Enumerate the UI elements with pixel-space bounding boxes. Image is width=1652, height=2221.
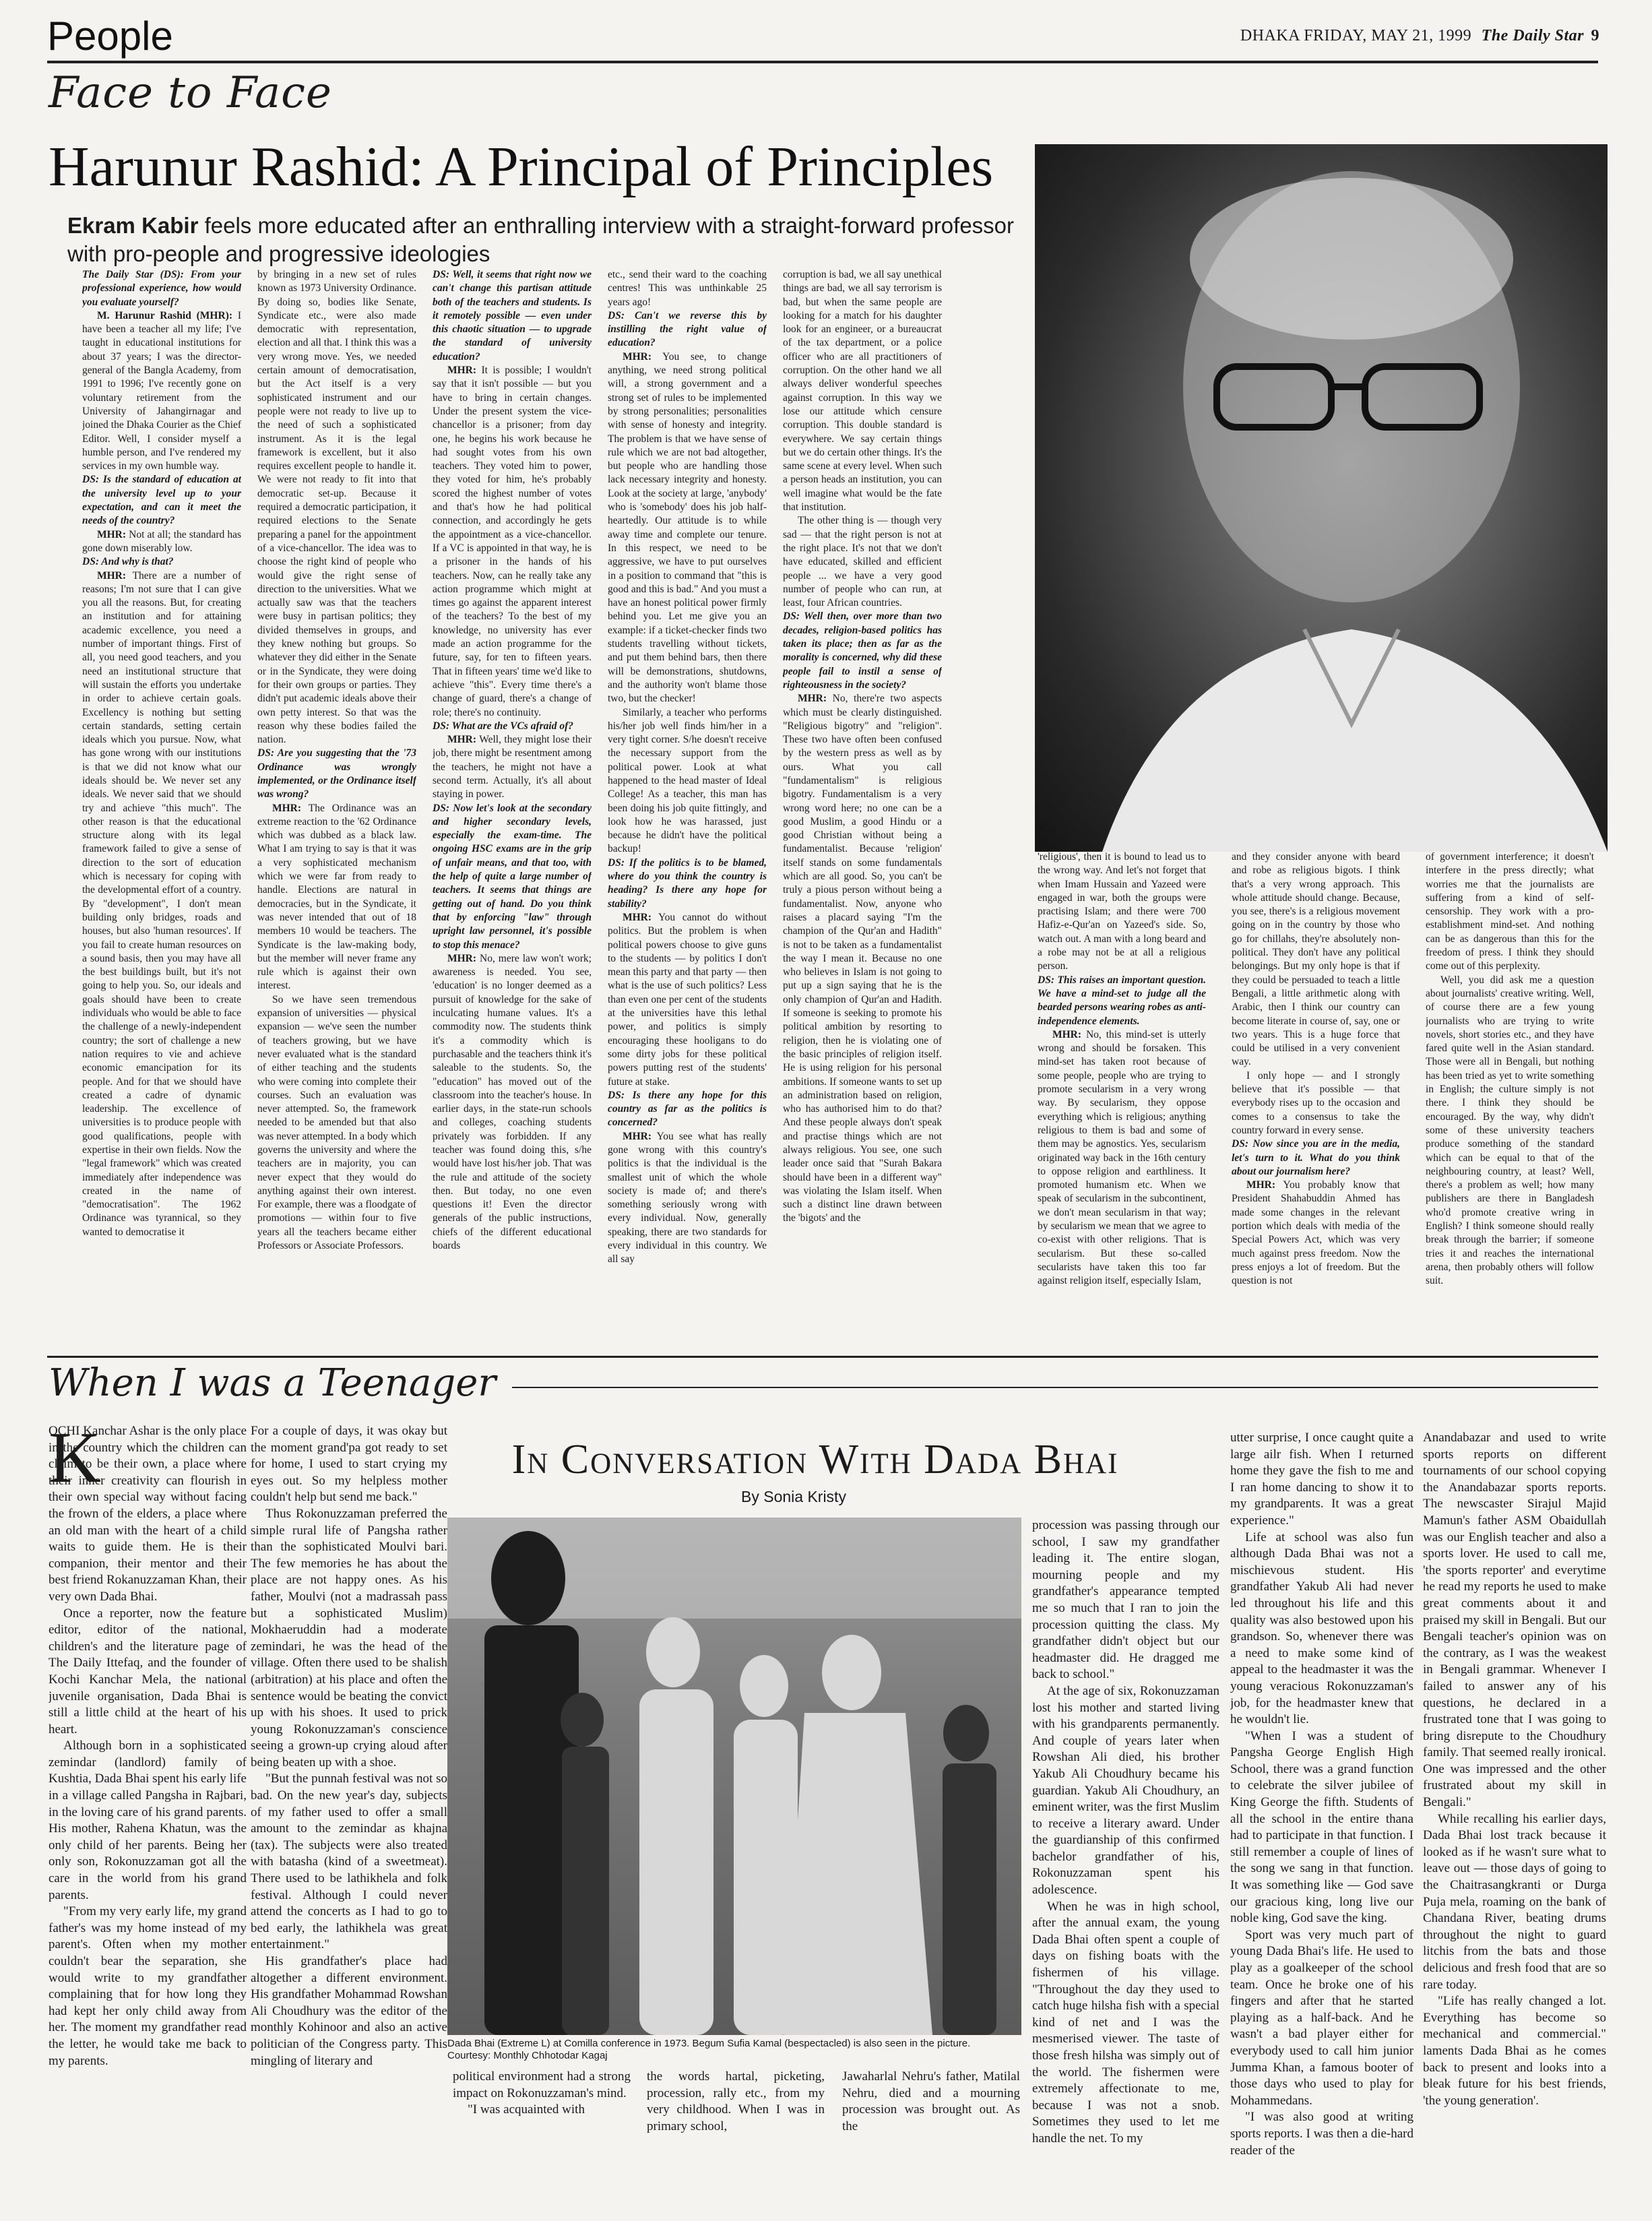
- interview-question: DS: Well then, over more than two decades, religion-based politics has taken its place; then as far as the morality is concerned, why did these people fail to instil a sense of righteousness in the society?: [783, 611, 942, 691]
- interview-column-5: [783, 268, 942, 1336]
- story-paragraph: Although born in a sophisticated zemindar (landlord) family of Kushtia, Dada Bhai spent his early life in a village called Pangsha in Rajbari, in the loving care of his grand parents. His mother, Rahena Khatun, was the only child of her parents. Being her only son, Rokonuzzaman got all the care in the world from his grand parents.: [49, 1739, 247, 1902]
- section-title: People: [47, 13, 173, 59]
- story-column-6: [1032, 1518, 1219, 2208]
- story-column-7: [1230, 1430, 1413, 2208]
- interview-question: DS: Is the standard of education at the university level up to your expectation, and can it meet the needs of the country?: [82, 474, 241, 527]
- interview-answer: etc., send their ward to the coaching centres! This was unthinkable 25 years ago!: [608, 269, 767, 308]
- story-paragraph: "I was also good at writing sports reports. I was then a die-hard reader of the: [1230, 2110, 1413, 2158]
- speaker-label: MHR:: [447, 952, 477, 964]
- speaker-label: MHR:: [623, 1130, 652, 1142]
- speaker-label: MHR:: [1052, 1028, 1082, 1040]
- interview-answer: The other thing is — though very sad — that the right person is not at the right place. It's not that we don't have educated, skilled and efficient people ... we have a very good number of people who can run, at least, four African countries.: [783, 515, 942, 609]
- interview-answer: MHR: You see, to change anything, we need strong political will, a strong government and a strong set of rules to be implemented by strong personalities; personalities with sense of honesty and integrity. The problem is that we have sense of rule which we are not bad altogether, but people who are handling those lack necessary integrity and honesty. Look at the society at large, 'anybody' who is 'somebody' does his job half-heartedly. Our attitude is to while away time and complete our tenure. In this respect, we need to be aggressive, we have to put ourselves in a position to command that "this is good and this is bad." And you must a have an honest political power firmly behind you. Let me give you an example: if a ticket-checker finds two students travelling without tickets, and put them behind bars, then there will be demonstrations, shutdowns, and the authority won't blame those two, but the checker!: [608, 350, 767, 705]
- group-photo: [447, 1518, 1021, 2035]
- speaker-label: MHR:: [272, 802, 302, 814]
- headline: Harunur Rashid: A Principal of Principles: [49, 135, 994, 198]
- story-column-3: [453, 2069, 631, 2208]
- story-paragraph: For a couple of days, it was okay but the moment grand'pa got ready to set for home, I used to start crying my eyes out. So my helpless mother couldn't help but send me back.": [251, 1424, 447, 1505]
- interview-question: DS: Now let's look at the secondary and higher secondary levels, especially the exam-time. The ongoing HSC exams are in the grip of unfair means, and that too, with the help of quite a large number of teachers. It seems that things are getting out of hand. Do you think that by enforcing "law" through upright law personnel, it's possible to stop this menace?: [433, 802, 592, 951]
- story-paragraph: Sport was very much part of young Dada Bhai's life. He used to play as a goalkeeper of the school team. Once he broke one of his fingers and after that he started playing as a half-back. And he wasn't a bad player either for everybody used to call him junior Jumma Khan, a famous booter of those days who used to play for Mohammedans.: [1230, 1927, 1413, 2108]
- interview-answer: MHR: You cannot do without politics. But the problem is when political powers choose to give guns to the students — by politics I don't mean this party and that party — then what is the use of such politics? Less than even one per cent of the students at the universities have this lethal power, and politics is simply encouraging these hooligans to do some dirty jobs for these political powers putting rest of the students' future at stake.: [608, 911, 767, 1088]
- deck-author: Ekram Kabir: [67, 213, 199, 238]
- interview-answer: Well, you did ask me a question about journalists' creative writing. Well, of course there are a few young journalists who are trying to write novels, short stories etc., and they have fared quite well in the Asian standard. Those were all in Bengali, but nothing has been tried as yet to write something in English; the culture simply is not there. I think they should be encouraged. By the way, why didn't some of these university teachers produce something of the standard which can be equal to that of the neighbouring country, at least? Well, there's a problem as well; how many publishers are there in Bangladesh who'd promote creative wring in English? I think someone should really break through the barrier; if someone tries it and reaches the international arena, then probably others will follow suit.: [1426, 974, 1594, 1287]
- group-figures-icon: [447, 1518, 1021, 2035]
- speaker-label: MHR:: [623, 350, 652, 363]
- speaker-label: MHR:: [623, 911, 652, 923]
- story-paragraph: Anandabazar and used to write sports reports on different tournaments of our school copying the Anandabazar sports reports. The newscaster Sirajul Majid Mamun's father ASM Obaidullah was our English teacher and also a sports lover. He used to call me, 'the sports reporter' and everytime he read my reports he used to make great comments about it and praised my skill in Bengali. But our Bengali teacher's opinion was on the contrary, as I was the weakest in Bengali grammar. Whenever I failed to answer any of his questions, he declared in a frustrated tone that I was going to bring disrepute to the Choudhury family. That seemed really ironical. One was impressed and the other frustrated about my skill in Bengali.": [1423, 1431, 1606, 1810]
- story-column-1: [49, 1418, 247, 2205]
- caption-text: Dada Bhai (Extreme L) at Comilla conference in 1973. Begum Sufia Kamal (bespectacled) is also seen in the picture.: [447, 2038, 971, 2049]
- rubric-teenager: When I was a Teenager: [49, 1361, 497, 1405]
- interview-question: DS: And why is that?: [82, 556, 174, 568]
- story-paragraph: Life at school was also fun although Dada Bhai was not a mischievous student. His grandfather Yakub Ali had never led throughout his life and this quality was also bestowed upon his grandson. So, whenever there was a need to make some kind of appeal to the headmaster it was the young veracious Rokonuzzaman's job, for the headmaster knew that he wouldn't lie.: [1230, 1530, 1413, 1727]
- interview-answer: MHR: It is possible; I wouldn't say that it isn't possible — but you have to bring in certain changes. Under the present system the vice-chancellor is a prisoner; from day one, he begins his work because he had sought votes from his own teachers. They voted him to power, they voted for him, he's probably scored the highest number of votes and that's how he had political connection, and accordingly he gets the appointment as a vice-chancellor. If a VC is appointed in that way, he is a prisoner in the hands of his teachers. Now, can he really take any action programme which might at times go against the apparent interest of the teachers? To the best of my knowledge, no university has ever made an action programme for the future, say, for ten to fifteen years. That in fifteen years' time we'd like to achieve "this". Every time there's a change of guard, there's a change of role; there's no continuity.: [433, 365, 592, 718]
- story-column-2: [251, 1423, 447, 2205]
- interview-question: The Daily Star (DS): From your professional experience, how would you evaluate yourself?: [82, 269, 241, 308]
- interview-answer: MHR: No, mere law won't work; awareness is needed. You see, 'education' is no longer deemed as a pursuit of knowledge for the sake of inculcating humane values. It's a commodity now. The students think it's a commodity which is purchasable and the teachers think it's saleable to the students. So, the "education" has moved out of the classroom into the teacher's house. In earlier days, in the state-run schools and colleges, coaching students privately was forbidden. If any teacher was found doing this, s/he would have lost his/her job. That was the rule and attitude of the society then. But today, no one even questions it! Even the director generals of the public instructions, chiefs of the different educational boards: [433, 952, 592, 1252]
- interview-column-7: [1232, 850, 1400, 1336]
- section-divider: [47, 1356, 1598, 1358]
- story-headline: In Conversation With Dada Bhai: [511, 1437, 1119, 1482]
- story-paragraph: Once a reporter, now the feature editor, editor of the national, children's and the literature page of The Daily Ittefaq, and the founder of Kochi Kanchar Mela, the national juvenile organisation, Dada Bhai is still a little child at the heart of his heart.: [49, 1606, 247, 1737]
- interview-answer: MHR: There are a number of reasons; I'm not sure that I can give you all the reasons. But, for creating an institution and for attaining academic excellence, you need a number of important things. First of all, you need good teachers, and you need an institutional structure that will sustain the efforts you undertake in order to achieve certain goals. Excellency is nothing but setting certain standards, setting certain ideals which you pursue. Now, what has gone wrong with our institutions is that we did not know what our ideals should be. We never set any ideals. We never said that we should try and achieve "this much". The other reason is that the educational structure along with its legal framework failed to give a sense of direction to the sort of education which is necessary for coping with the developmental effort of a country. By "development", I don't mean building only bridges, roads and houses, but also 'human resources'. If you fail to create human resources on a sound basis, then you may have all the best buildings built, but it's not going to help you. So, our ideals and goals should have been to create individuals who would be able to face the challenge of a newly-independent country; the sort of challenge a new nation requires to vie and achieve economic emancipation for its people. And for that we should have created a cadre of dynamic leadership. The excellence of universities is to produce people with good qualifications, people with expertise in their own fields. Now the "legal framework" which was created immediately after independence was created in the name of "democratisation". The 1962 Ordinance was tyrannical, so they wanted to democratise it: [82, 569, 241, 1238]
- rubric-face-to-face: Face to Face: [49, 68, 332, 118]
- interview-answer: and they consider anyone with beard and robe as religious bigots. I think that's a very wrong approach. This whole attitude should change. Because, you see, there's is a religious movement going on in the country by those who go for chillahs, they're absolutely non-political. They don't have any political belongings. But my only hope is that if they could be persuaded to teach a little Bengali, a little arithmetic along with Arabic, then I think our country can become literate in course of, say, one or two years. This is a huge force that could be utilised in a very convenient way.: [1232, 851, 1400, 1068]
- story-paragraph: Jawaharlal Nehru's father, Matilal Nehru, died and a mourning procession was brought out. As the: [842, 2069, 1020, 2133]
- story-paragraph: utter surprise, I once caught quite a large ailr fish. When I returned home they gave the fish to me and I ran home dancing to show it to my grandparents. It was a great experience.": [1230, 1431, 1413, 1528]
- interview-column-3: [433, 268, 592, 1336]
- interview-answer: So we have seen tremendous expansion of universities — physical expansion — we've seen the number of teachers growing, but we have never evaluated what is the standard of either teaching and the students who were coming into complete their courses. Such an evaluation was never attempted. So, the framework needed to be amended but that also was never attempted. In a body which governs the university and where the teachers are in majority, you can never expect that they would do anything against their own interest. For example, there was a floodgate of promotions — within four to five years all the teachers became either Professors or Associate Professors.: [257, 993, 416, 1252]
- interview-answer: MHR: No, this mind-set is utterly wrong and should be forsaken. This mind-set has taken root because of some people, people who are trying to promote secularism in a very wrong way. By secularism, they oppose everything which is religious; anything religious to them is bad and some of them may be agnostics. Yes, secularism originated way back in the 16th century to oppose religion and earthliness. It promoted humanism etc. When we speak of secularism in the subcontinent, we don't mean secularism in that way; by secularism we mean that we agree to co-exist with other religions. That is secularism. But these so-called secularists have taken this too far against religion itself, especially Islam,: [1038, 1028, 1206, 1287]
- interview-answer: corruption is bad, we all say unethical things are bad, we all say terrorism is bad, but when the same people are looking for a match for his daughter look for an engineer, or a bureaucrat of the tax department, or a police officer who are all practitioners of corruption. On the other hand we all always deliver wonderful speeches against corruption. In this way we lose our attitude which censure corruption. This double standard is everywhere. We say certain things but we do certain other things. It's the same scene at every level. When such a person heads an institution, you can well imagine what would be the fate that institution.: [783, 269, 942, 513]
- interview-answer: MHR: Well, they might lose their job, there might be resentment among the teachers, he might not have a second term. Actually, it's all about staying in power.: [433, 734, 592, 801]
- story-paragraph: "Life has really changed a lot. Everything has become so mechanical and commercial." laments Dada Bhai as he comes back to present and looks into a bleak future for his best friends, 'the young generation'.: [1423, 1994, 1606, 2108]
- interview-answer: Similarly, a teacher who performs his/her job well finds him/her in a very tight corner. S/he doesn't receive the necessary support from the political power. Look at what happened to the head master of Ideal College! As a teacher, this man has been doing his job quite fittingly, and look how he was harassed, just because he didn't have the political backup!: [608, 706, 767, 855]
- interview-answer: by bringing in a new set of rules known as 1973 University Ordinance. By doing so, bodies like Senate, Syndicate etc., were also made democratic with representation, election and all that. I think this was a very wrong move. Yes, we needed certain amount of democratisation, but the Act itself is a very sophisticated instrument and our people were not ready to live up to the need of such a sophisticated instrument. As it is the legal framework is excellent, but it also requires excellent people to handle it. We were not ready to fit into that democratic set-up. Because it required a democratic participation, it required elections to the Senate preparing a panel for the appointment of a vice-chancellor. The idea was to choose the right kind of people who would give the right sense of direction to the universities. What we actually saw was that the teachers were busy in partisan politics; they divided themselves in groups, and they knew nothing but groups. So whatever they did either in the Senate or in the Syndicate, they were doing for their own groups or parties. They didn't put academic ideals above their own petty interest. So that was the reason why these bodies failed the nation.: [257, 269, 416, 746]
- story-paragraph: procession was passing through our school, I saw my grandfather leading it. The entire slogan, mourning people and my grandfather's appearance tempted me so much that I ran to join the procession quitting the class. My grandfather didn't object but our headmaster did. He dragged me back to school.": [1032, 1518, 1219, 1682]
- interview-column-4: [608, 268, 767, 1336]
- story-paragraph: political environment had a strong impact on Rokonuzzaman's mind.: [453, 2069, 631, 2100]
- interview-answer: I only hope — and I strongly believe that it's possible — that everybody rises up to the occasion and comes to a consensus to take the country forward in every sense.: [1232, 1069, 1400, 1136]
- page-number: 9: [1591, 27, 1599, 44]
- speaker-label: MHR:: [447, 365, 477, 377]
- story-byline: By Sonia Kristy: [741, 1488, 846, 1505]
- interview-answer: 'religious', then it is bound to lead us to the wrong way. And let's not forget that when Imam Hussain and Yazeed were engaged in war, both the groups were practising Islam; and there were 700 Hafiz-e-Qur'an on Yazeed's side. So, watch out. A man with a long beard and a robe may not be at all a religious person.: [1038, 851, 1206, 972]
- date-text: DHAKA FRIDAY, MAY 21, 1999: [1240, 27, 1472, 44]
- interview-column-6: [1038, 850, 1206, 1336]
- story-paragraph: While recalling his earlier days, Dada Bhai lost track because it looked as if he wasn't sure what to leave out — those days of going to the Chaitrasangkranti or Durga Puja mela, roaming on the bank of Chandana River, beating drums throughout the night to guard litchis from the bats and those delicious and fresh food that are so rare today.: [1423, 1811, 1606, 1992]
- speaker-label: MHR:: [1246, 1179, 1276, 1191]
- interview-question: DS: This raises an important question. We have a mind-set to judge all the bearded persons wearing robes as anti-independence elements.: [1038, 974, 1206, 1027]
- photo-caption: [447, 2038, 1021, 2062]
- story-paragraph: "But the punnah festival was not so bad. On the new year's day, subjects of my father used to offer a small amount to the zemindar as khajna (tax). The subjects were also treated with batasha (kind of a sweetmeat). There used to be lathikhela and folk festival. Although I could never attend the concerts as I had to go to bed early, the lathikhela was great entertainment.": [251, 1772, 447, 1952]
- speaker-label: MHR:: [447, 734, 477, 746]
- dateline: [1240, 27, 1599, 45]
- story-lead: OCHI Kanchar Ashar is the only place in the country which the children can claim to be their own, a place where their inner creativity can flourish in their own special way without facing the frown of the elders, a place where an old man with the heart of a child waits to guide them. He is their companion, their mentor and their best friend Rokanuzzaman Khan, their very own Dada Bhai.: [49, 1424, 247, 1604]
- rubric-rule: [512, 1387, 1598, 1388]
- speaker-label: MHR:: [97, 528, 127, 540]
- interview-question: DS: Now since you are in the media, let's turn to it. What do you think about our journalism here?: [1232, 1138, 1400, 1177]
- interview-answer: M. Harunur Rashid (MHR): I have been a teacher all my life; I've taught in educational institutions for about 37 years; I was the director-general of the Bangla Academy, from 1991 to 1996; I've recently gone on voluntary retirement from the University of Jahangirnagar and joined the Dhaka Courier as the Chief Editor. Well, I consider myself a humble person, and I've rendered my services in my own humble way.: [82, 309, 241, 472]
- story-paragraph: At the age of six, Rokonuzzaman lost his mother and started living with his grandparents permanently. And couple of years later when Rowshan Ali died, his brother Yakub Ali Choudhury became his guardian. Yakub Ali Choudhury, an eminent writer, was the first Muslim to receive a literary award. Under the guardianship of this confirmed bachelor grandfather of his, Rokonuzzaman spent his adolescence.: [1032, 1683, 1219, 1898]
- drop-cap: K: [49, 1418, 101, 1498]
- interview-question: DS: Are you suggesting that the '73 Ordinance was wrongly implemented, or the Ordinance itself was wrong?: [257, 747, 416, 801]
- interview-column-1: [82, 268, 241, 1336]
- interview-column-2: [257, 268, 416, 1336]
- portrait-photo: [1035, 144, 1608, 852]
- story-column-5: [842, 2069, 1020, 2208]
- story-paragraph: "When I was a student of Pangsha George English High School, there was a grand function to celebrate the silver jubilee of King George the fifth. Students of all the school in the entire thana had to participate in that function. I still remember a couple of lines of the song we sang in that function. It was something like — God save our gracious king, long live our noble king, God save the king.: [1230, 1728, 1413, 1926]
- masthead-rule: [47, 61, 1598, 63]
- speaker-label: M. Harunur Rashid (MHR):: [97, 309, 232, 321]
- story-column-4: [647, 2069, 825, 2208]
- interview-column-8: [1426, 850, 1594, 1336]
- portrait-figure-icon: [1035, 144, 1608, 852]
- story-paragraph: Thus Rokonuzzaman preferred the simple rural life of Pangsha rather than the sophisticated Moulvi bari. The few memories he has about the place are not happy ones. As his father, Moulvi (not a madrassah pass but a sophisticated Muslim) Mokhaeruddin had a moderate zemindari, he was the head of the village. Often there used to be shalish (arbitration) at his place and often the sentence would be beating the convict up with his shoes. It used to prick young Rokonuzzaman's conscience seeing a grown-up crying aloud after being beaten up with a shoe.: [251, 1506, 447, 1770]
- interview-question: DS: Well, it seems that right now we can't change this partisan attitude both of the teachers and students. Is it remotely possible — even under this chaotic situation — to upgrade the standard of university education?: [433, 269, 592, 363]
- interview-answer: MHR: No, there're two aspects which must be clearly distinguished. "Religious bigotry" and "religion". These two have often been confused by the western press as well as by ours. What you call "fundamentalism" is religious bigotry. Fundamentalism is a very wrong word here; no one can be a good Muslim, a good Hindu or a good Christian without being a fundamentalist. Because 'religion' itself stands on some fundamentals which are all good. So, you can't be truly a pious person without being a fundamentalist. Now, anyone who raises a placard saying "I'm the champion of the Qur'an and Hadith" is not to be taken as a fundamentalist the way I mean it. Because no one who believes in Islam is not going to put up a sign saying that he is the only champion of Qur'an and Hadith. If someone is seeking to promote his political ambition by resorting to religion, then he is violating one of the basic principles of religion itself. He is using religion for his personal ambitions. If someone wants to set up an administration based on religion, who has authorised him to do that? And these people always don't speak and practise things which are not always religious. You see, one such leader once said that "Surah Bakara should have been in a different way" was violating the Islam itself. When such a distinct line drawn between the 'bigots' and the: [783, 693, 942, 1224]
- interview-answer: MHR: You probably know that President Shahabuddin Ahmed has made some changes in the relevant portion which deals with media of the Special Powers Act, which was very much against press freedom. Now the press enjoys a lot of freedom. But the question is not: [1232, 1179, 1400, 1287]
- story-column-8: [1423, 1430, 1606, 2208]
- interview-question: DS: Can't we reverse this by instilling the right value of education?: [608, 309, 767, 349]
- story-paragraph: His grandfather's place had altogether a different environment. His grandfather Mohammad Rowshan Ali Choudhury was the editor of the monthly Kohinoor and also an active politician of the Congress party. This mingling of literary and: [251, 1954, 447, 2068]
- story-paragraph: the words hartal, picketing, procession, rally etc., from my very childhood. When I was in primary school,: [647, 2069, 825, 2133]
- story-paragraph: "From my very early life, my grand father's was my home instead of my parent's. Often when my mother couldn't bear the separation, she would write to my grandfather complaining that for how long they had kept her only child away from her. The moment my grandfather read the letter, he would take me back to my parents.: [49, 1904, 247, 2068]
- interview-question: DS: If the politics is to be blamed, where do you think the country is heading? Is there any hope for stability?: [608, 856, 767, 910]
- interview-question: DS: What are the VCs afraid of?: [433, 720, 573, 732]
- interview-answer: of government interference; it doesn't interfere in the press directly; what worries me that the journalists are suffering from a kind of self-censorship. They work with a pro-establishment mind-set. And nothing can be as dangerous than this for the freedom of press. I think they should come out of this perplexity.: [1426, 851, 1594, 972]
- paper-name: The Daily Star: [1481, 27, 1584, 44]
- deck-text: feels more educated after an enthralling interview with a straight-forward professor with pro-people and progressive ideologies: [67, 213, 1015, 266]
- interview-answer: MHR: The Ordinance was an extreme reaction to the '62 Ordinance which was dubbed as a black law. What I am trying to say is that it was a very sophisticated mechanism which we were far from ready to handle. Elections are natural in democracies, but in the Syndicate, it was never intended that out of 18 members 10 would be teachers. The Syndicate is the law-making body, but the member will never frame any rule which is against their own interest.: [257, 802, 416, 992]
- deck: [67, 212, 1038, 268]
- interview-answer: MHR: You see what has really gone wrong with this country's politics is that the individual is the smallest unit of which the whole society is made of; and there's something seriously wrong with every individual. Now, generally speaking, there are two standards for every individual in this country. We all say: [608, 1130, 767, 1265]
- interview-question: DS: Is there any hope for this country as far as the politics is concerned?: [608, 1089, 767, 1129]
- interview-answer: MHR: Not at all; the standard has gone down miserably low.: [82, 528, 241, 554]
- story-paragraph: "I was acquainted with: [468, 2102, 585, 2117]
- speaker-label: MHR:: [97, 569, 127, 582]
- story-paragraph: When he was in high school, after the annual exam, the young Dada Bhai often spent a couple of days on fishing boats with the fishermen of his village. "Throughout the day they used to catch huge hilsha fish with a special kind of net and I was the mesmerised viewer. The taste of those fresh hilsha was simply out of the world. The fishermen were extremely affectionate to me, because I was not a snob. Sometimes they used to let me handle the net. To my: [1032, 1899, 1219, 2146]
- speaker-label: MHR:: [798, 693, 827, 705]
- caption-courtesy: Courtesy: Monthly Chhotodar Kagaj: [447, 2050, 608, 2061]
